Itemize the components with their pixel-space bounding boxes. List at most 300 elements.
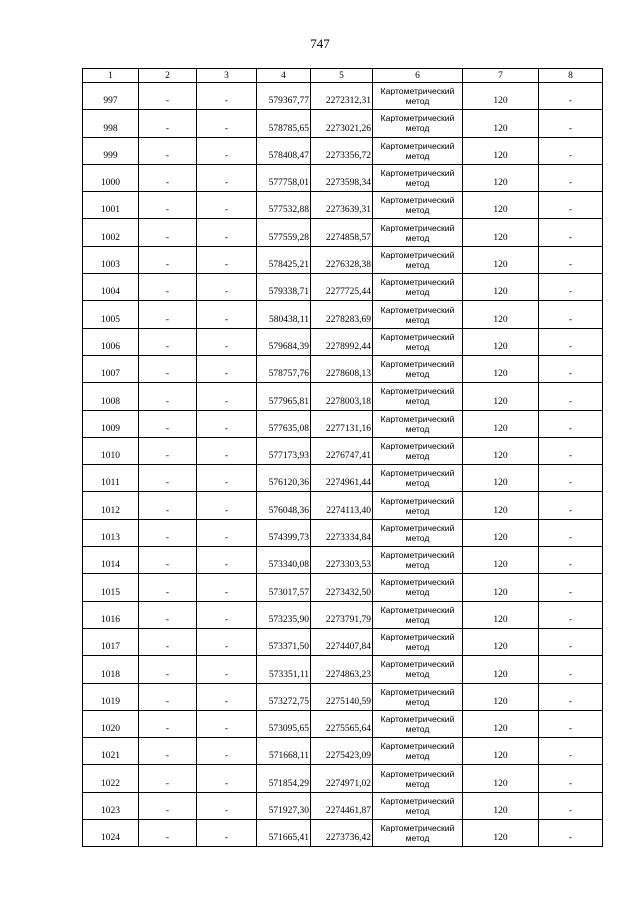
- cell-text: 120: [493, 587, 508, 598]
- column-header: 6: [373, 69, 463, 83]
- x-coordinate: [257, 355, 311, 382]
- col8-cell: [539, 192, 603, 219]
- col8-cell: [539, 355, 603, 382]
- method-cell: [373, 765, 463, 792]
- cell-text: -: [165, 96, 170, 107]
- cell-text: 580438,11: [268, 314, 309, 325]
- cell-text: 2273736,42: [325, 833, 371, 844]
- col8-cell: [539, 628, 603, 655]
- accuracy-cell: [463, 738, 539, 765]
- col8-cell: [539, 683, 603, 710]
- y-coordinate: [311, 820, 373, 847]
- table-row: [83, 137, 603, 164]
- point-number: [83, 601, 139, 628]
- method-cell: [373, 83, 463, 110]
- x-coordinate: [257, 301, 311, 328]
- cell-text: -: [165, 560, 170, 571]
- cell-text: 2274461,87: [325, 806, 371, 817]
- cell-text: -: [568, 369, 573, 380]
- cell-text: 578785,65: [268, 123, 309, 134]
- method-cell: [373, 492, 463, 519]
- col8-cell: [539, 219, 603, 246]
- table-row: [83, 355, 603, 382]
- x-coordinate: [257, 792, 311, 819]
- point-number: [83, 410, 139, 437]
- point-number: [83, 519, 139, 546]
- x-coordinate: [257, 738, 311, 765]
- cell-text: -: [568, 806, 573, 817]
- cell-text: 120: [493, 396, 508, 407]
- col8-cell: [539, 437, 603, 464]
- cell-text: -: [165, 696, 170, 707]
- col8-cell: [539, 301, 603, 328]
- cell-text: Картометрический метод: [380, 495, 455, 516]
- y-coordinate: [311, 601, 373, 628]
- cell-text: 573235,90: [268, 614, 309, 625]
- cell-text: -: [568, 205, 573, 216]
- point-number: [83, 547, 139, 574]
- cell-text: Картометрический метод: [380, 577, 455, 598]
- col8-cell: [539, 383, 603, 410]
- accuracy-cell: [463, 683, 539, 710]
- point-number: [83, 792, 139, 819]
- col8-cell: [539, 547, 603, 574]
- cell-text: -: [224, 642, 229, 653]
- col3-cell: [197, 301, 257, 328]
- y-coordinate: [311, 274, 373, 301]
- table-row: [83, 83, 603, 110]
- cell-text: Картометрический метод: [380, 659, 455, 680]
- method-cell: [373, 192, 463, 219]
- point-number: [83, 683, 139, 710]
- cell-text: 1007: [101, 369, 120, 380]
- col2-cell: [139, 110, 197, 137]
- col8-cell: [539, 83, 603, 110]
- cell-text: 120: [493, 751, 508, 762]
- cell-text: -: [165, 614, 170, 625]
- table-header-row: [83, 69, 603, 83]
- col8-cell: [539, 710, 603, 737]
- col3-cell: [197, 355, 257, 382]
- table-row: [83, 683, 603, 710]
- accuracy-cell: [463, 820, 539, 847]
- table-row: [83, 628, 603, 655]
- cell-text: -: [165, 369, 170, 380]
- y-coordinate: [311, 792, 373, 819]
- cell-text: Картометрический метод: [380, 468, 455, 489]
- point-number: [83, 492, 139, 519]
- y-coordinate: [311, 383, 373, 410]
- cell-text: 577965,81: [268, 396, 309, 407]
- y-coordinate: [311, 301, 373, 328]
- table-row: [83, 274, 603, 301]
- cell-text: -: [568, 178, 573, 189]
- cell-text: 1004: [101, 287, 120, 298]
- cell-text: 999: [103, 150, 118, 161]
- method-cell: [373, 274, 463, 301]
- table-row: [83, 656, 603, 683]
- cell-text: 998: [103, 123, 118, 134]
- cell-text: -: [224, 669, 229, 680]
- accuracy-cell: [463, 628, 539, 655]
- method-cell: [373, 547, 463, 574]
- column-header: 7: [463, 69, 539, 83]
- col8-cell: [539, 110, 603, 137]
- cell-text: -: [165, 505, 170, 516]
- column-header: 2: [139, 69, 197, 83]
- cell-text: -: [224, 778, 229, 789]
- method-cell: [373, 465, 463, 492]
- y-coordinate: [311, 628, 373, 655]
- cell-text: -: [165, 778, 170, 789]
- accuracy-cell: [463, 765, 539, 792]
- cell-text: 1014: [101, 560, 120, 571]
- cell-text: 120: [493, 833, 508, 844]
- col8-cell: [539, 137, 603, 164]
- cell-text: 577635,08: [268, 423, 309, 434]
- cell-text: -: [165, 642, 170, 653]
- table-row: [83, 110, 603, 137]
- cell-text: -: [568, 287, 573, 298]
- cell-text: 120: [493, 178, 508, 189]
- table-row: [83, 792, 603, 819]
- cell-text: 120: [493, 369, 508, 380]
- cell-text: -: [165, 451, 170, 462]
- cell-text: Картометрический метод: [380, 713, 455, 734]
- method-cell: [373, 410, 463, 437]
- col8-cell: [539, 328, 603, 355]
- cell-text: 120: [493, 341, 508, 352]
- cell-text: -: [165, 287, 170, 298]
- cell-text: 120: [493, 778, 508, 789]
- column-header: 3: [197, 69, 257, 83]
- cell-text: 577758,01: [268, 178, 309, 189]
- col3-cell: [197, 192, 257, 219]
- cell-text: 2273303,53: [325, 560, 371, 571]
- y-coordinate: [311, 492, 373, 519]
- cell-text: 120: [493, 642, 508, 653]
- cell-text: -: [224, 369, 229, 380]
- col2-cell: [139, 301, 197, 328]
- cell-text: 120: [493, 614, 508, 625]
- cell-text: -: [568, 341, 573, 352]
- cell-text: Картометрический метод: [380, 413, 455, 434]
- cell-text: 571854,29: [268, 778, 309, 789]
- col3-cell: [197, 83, 257, 110]
- cell-text: Картометрический метод: [380, 768, 455, 789]
- cell-text: 2276747,41: [325, 451, 371, 462]
- col3-cell: [197, 765, 257, 792]
- cell-text: 120: [493, 205, 508, 216]
- cell-text: Картометрический метод: [380, 86, 455, 107]
- cell-text: 574399,73: [268, 533, 309, 544]
- col2-cell: [139, 547, 197, 574]
- point-number: [83, 656, 139, 683]
- x-coordinate: [257, 83, 311, 110]
- col3-cell: [197, 683, 257, 710]
- y-coordinate: [311, 328, 373, 355]
- accuracy-cell: [463, 792, 539, 819]
- cell-text: Картометрический метод: [380, 386, 455, 407]
- accuracy-cell: [463, 137, 539, 164]
- col8-cell: [539, 519, 603, 546]
- accuracy-cell: [463, 328, 539, 355]
- table-row: [83, 164, 603, 191]
- col2-cell: [139, 492, 197, 519]
- cell-text: -: [568, 478, 573, 489]
- cell-text: Картометрический метод: [380, 823, 455, 844]
- table-row: [83, 410, 603, 437]
- accuracy-cell: [463, 164, 539, 191]
- cell-text: 1024: [101, 833, 120, 844]
- cell-text: 573351,11: [268, 669, 309, 680]
- x-coordinate: [257, 383, 311, 410]
- col3-cell: [197, 792, 257, 819]
- cell-text: -: [165, 123, 170, 134]
- col8-cell: [539, 765, 603, 792]
- cell-text: 2274863,23: [325, 669, 371, 680]
- x-coordinate: [257, 328, 311, 355]
- col2-cell: [139, 137, 197, 164]
- accuracy-cell: [463, 601, 539, 628]
- method-cell: [373, 383, 463, 410]
- x-coordinate: [257, 628, 311, 655]
- col3-cell: [197, 738, 257, 765]
- cell-text: -: [224, 287, 229, 298]
- cell-text: 2274407,84: [325, 642, 371, 653]
- cell-text: -: [224, 833, 229, 844]
- y-coordinate: [311, 192, 373, 219]
- table-row: [83, 820, 603, 847]
- col2-cell: [139, 192, 197, 219]
- col8-cell: [539, 656, 603, 683]
- cell-text: 120: [493, 423, 508, 434]
- cell-text: 573095,65: [268, 724, 309, 735]
- col8-cell: [539, 820, 603, 847]
- method-cell: [373, 137, 463, 164]
- cell-text: 573340,08: [268, 560, 309, 571]
- cell-text: -: [568, 778, 573, 789]
- cell-text: 1017: [101, 642, 120, 653]
- method-cell: [373, 710, 463, 737]
- cell-text: Картометрический метод: [380, 359, 455, 380]
- cell-text: -: [224, 451, 229, 462]
- col3-cell: [197, 656, 257, 683]
- col2-cell: [139, 410, 197, 437]
- col3-cell: [197, 164, 257, 191]
- table-row: [83, 519, 603, 546]
- method-cell: [373, 792, 463, 819]
- point-number: [83, 274, 139, 301]
- cell-text: Картометрический метод: [380, 195, 455, 216]
- cell-text: -: [224, 614, 229, 625]
- col3-cell: [197, 465, 257, 492]
- cell-text: -: [224, 423, 229, 434]
- cell-text: 579684,39: [268, 341, 309, 352]
- cell-text: -: [224, 560, 229, 571]
- cell-text: -: [224, 696, 229, 707]
- cell-text: 1012: [101, 505, 120, 516]
- cell-text: -: [165, 178, 170, 189]
- coordinates-table: [82, 68, 603, 847]
- accuracy-cell: [463, 83, 539, 110]
- cell-text: 577532,88: [268, 205, 309, 216]
- cell-text: -: [165, 150, 170, 161]
- cell-text: -: [224, 314, 229, 325]
- col8-cell: [539, 246, 603, 273]
- col3-cell: [197, 628, 257, 655]
- cell-text: 579367,77: [268, 96, 309, 107]
- column-header: 4: [257, 69, 311, 83]
- cell-text: 1001: [101, 205, 120, 216]
- point-number: [83, 110, 139, 137]
- cell-text: -: [224, 806, 229, 817]
- accuracy-cell: [463, 246, 539, 273]
- cell-text: 120: [493, 505, 508, 516]
- accuracy-cell: [463, 355, 539, 382]
- y-coordinate: [311, 83, 373, 110]
- cell-text: -: [224, 396, 229, 407]
- point-number: [83, 383, 139, 410]
- cell-text: 2275140,59: [325, 696, 371, 707]
- cell-text: -: [224, 96, 229, 107]
- cell-text: Картометрический метод: [380, 277, 455, 298]
- point-number: [83, 301, 139, 328]
- cell-text: 1018: [101, 669, 120, 680]
- cell-text: 2278003,18: [325, 396, 371, 407]
- cell-text: 120: [493, 123, 508, 134]
- cell-text: -: [165, 205, 170, 216]
- point-number: [83, 765, 139, 792]
- accuracy-cell: [463, 574, 539, 601]
- col2-cell: [139, 519, 197, 546]
- table-row: [83, 219, 603, 246]
- cell-text: -: [568, 833, 573, 844]
- table-row: [83, 601, 603, 628]
- col3-cell: [197, 219, 257, 246]
- point-number: [83, 437, 139, 464]
- method-cell: [373, 164, 463, 191]
- col2-cell: [139, 355, 197, 382]
- cell-text: Картометрический метод: [380, 113, 455, 134]
- method-cell: [373, 683, 463, 710]
- col3-cell: [197, 437, 257, 464]
- col2-cell: [139, 246, 197, 273]
- cell-text: -: [568, 314, 573, 325]
- cell-text: -: [165, 806, 170, 817]
- col3-cell: [197, 383, 257, 410]
- col8-cell: [539, 465, 603, 492]
- point-number: [83, 192, 139, 219]
- cell-text: -: [224, 260, 229, 271]
- y-coordinate: [311, 738, 373, 765]
- cell-text: 571668,11: [268, 751, 309, 762]
- cell-text: -: [224, 533, 229, 544]
- y-coordinate: [311, 137, 373, 164]
- cell-text: Картометрический метод: [380, 604, 455, 625]
- method-cell: [373, 628, 463, 655]
- x-coordinate: [257, 765, 311, 792]
- x-coordinate: [257, 465, 311, 492]
- accuracy-cell: [463, 110, 539, 137]
- cell-text: Картометрический метод: [380, 168, 455, 189]
- point-number: [83, 137, 139, 164]
- cell-text: 1021: [101, 751, 120, 762]
- col3-cell: [197, 601, 257, 628]
- cell-text: -: [568, 396, 573, 407]
- col2-cell: [139, 656, 197, 683]
- point-number: [83, 164, 139, 191]
- cell-text: 120: [493, 560, 508, 571]
- y-coordinate: [311, 437, 373, 464]
- cell-text: Картометрический метод: [380, 441, 455, 461]
- point-number: [83, 820, 139, 847]
- cell-text: Картометрический метод: [380, 550, 455, 571]
- cell-text: 2273356,72: [325, 150, 371, 161]
- cell-text: 120: [493, 96, 508, 107]
- cell-text: Картометрический метод: [380, 632, 455, 653]
- cell-text: -: [224, 150, 229, 161]
- cell-text: -: [165, 423, 170, 434]
- point-number: [83, 710, 139, 737]
- y-coordinate: [311, 110, 373, 137]
- cell-text: 1008: [101, 396, 120, 407]
- cell-text: 1023: [101, 806, 120, 817]
- cell-text: 578408,47: [268, 150, 309, 161]
- method-cell: [373, 246, 463, 273]
- cell-text: 1013: [101, 533, 120, 544]
- accuracy-cell: [463, 301, 539, 328]
- cell-text: 1022: [101, 778, 120, 789]
- col2-cell: [139, 628, 197, 655]
- cell-text: -: [568, 560, 573, 571]
- col2-cell: [139, 83, 197, 110]
- cell-text: 1020: [101, 724, 120, 735]
- table-row: [83, 574, 603, 601]
- col3-cell: [197, 274, 257, 301]
- accuracy-cell: [463, 656, 539, 683]
- table-row: [83, 492, 603, 519]
- table-row: [83, 465, 603, 492]
- table-row: [83, 547, 603, 574]
- cell-text: 1016: [101, 614, 120, 625]
- col8-cell: [539, 492, 603, 519]
- cell-text: 120: [493, 232, 508, 243]
- col8-cell: [539, 792, 603, 819]
- x-coordinate: [257, 574, 311, 601]
- cell-text: 2273598,34: [325, 178, 371, 189]
- point-number: [83, 628, 139, 655]
- cell-text: -: [224, 587, 229, 598]
- cell-text: 1011: [101, 478, 120, 489]
- cell-text: 1005: [101, 314, 120, 325]
- table-body: [83, 83, 603, 847]
- col2-cell: [139, 574, 197, 601]
- col8-cell: [539, 601, 603, 628]
- col8-cell: [539, 164, 603, 191]
- x-coordinate: [257, 137, 311, 164]
- cell-text: Картометрический метод: [380, 741, 455, 762]
- col3-cell: [197, 519, 257, 546]
- y-coordinate: [311, 656, 373, 683]
- cell-text: 579338,71: [268, 287, 309, 298]
- method-cell: [373, 574, 463, 601]
- point-number: [83, 83, 139, 110]
- y-coordinate: [311, 683, 373, 710]
- cell-text: -: [568, 423, 573, 434]
- cell-text: 997: [103, 96, 118, 107]
- x-coordinate: [257, 547, 311, 574]
